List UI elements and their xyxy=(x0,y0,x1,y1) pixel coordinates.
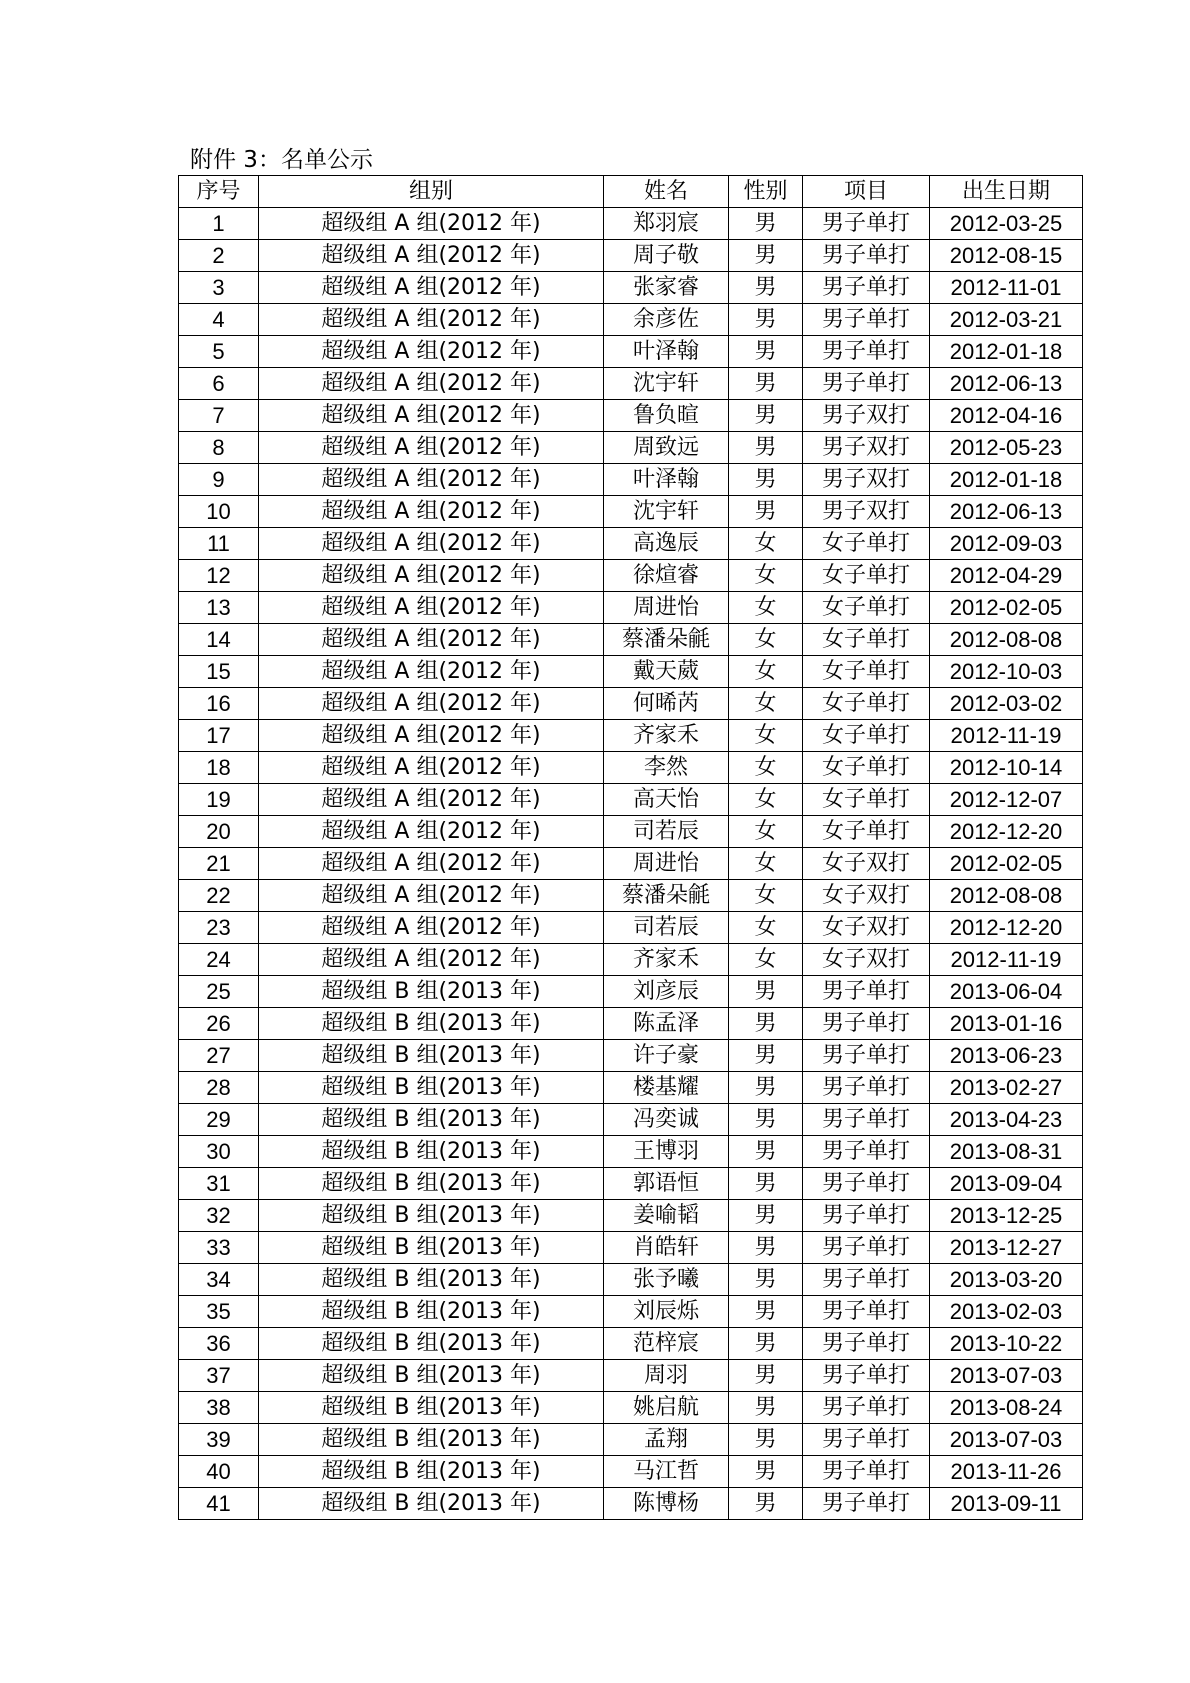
cell-birth-date: 2013-03-20 xyxy=(930,1264,1083,1296)
cell-birth-date: 2012-03-21 xyxy=(930,304,1083,336)
cell-name: 周进怡 xyxy=(604,592,729,624)
cell-birth-date: 2012-12-20 xyxy=(930,912,1083,944)
table-row xyxy=(179,1328,1083,1360)
cell-gender: 男 xyxy=(729,368,803,400)
cell-birth-date: 2012-04-29 xyxy=(930,560,1083,592)
cell-group: 超级组 A 组(2012 年) xyxy=(259,624,604,656)
cell-birth-date: 2013-11-26 xyxy=(930,1456,1083,1488)
cell-group: 超级组 B 组(2013 年) xyxy=(259,1392,604,1424)
cell-gender: 男 xyxy=(729,1328,803,1360)
cell-group: 超级组 A 组(2012 年) xyxy=(259,784,604,816)
cell-gender: 男 xyxy=(729,304,803,336)
table-row xyxy=(179,1360,1083,1392)
cell-group: 超级组 A 组(2012 年) xyxy=(259,880,604,912)
cell-event: 男子单打 xyxy=(803,1360,930,1392)
cell-name: 周进怡 xyxy=(604,848,729,880)
cell-gender: 女 xyxy=(729,560,803,592)
cell-serial-number: 33 xyxy=(179,1232,259,1264)
table-row xyxy=(179,1072,1083,1104)
table-row xyxy=(179,1392,1083,1424)
cell-birth-date: 2012-11-01 xyxy=(930,272,1083,304)
cell-group: 超级组 B 组(2013 年) xyxy=(259,1360,604,1392)
cell-group: 超级组 A 组(2012 年) xyxy=(259,208,604,240)
cell-group: 超级组 B 组(2013 年) xyxy=(259,1008,604,1040)
cell-name: 蔡潘朵毹 xyxy=(604,880,729,912)
cell-serial-number: 1 xyxy=(179,208,259,240)
cell-gender: 女 xyxy=(729,880,803,912)
cell-birth-date: 2012-05-23 xyxy=(930,432,1083,464)
cell-serial-number: 40 xyxy=(179,1456,259,1488)
cell-name: 周羽 xyxy=(604,1360,729,1392)
cell-group: 超级组 A 组(2012 年) xyxy=(259,496,604,528)
cell-birth-date: 2012-11-19 xyxy=(930,720,1083,752)
cell-name: 沈宇轩 xyxy=(604,368,729,400)
cell-serial-number: 4 xyxy=(179,304,259,336)
cell-name: 沈宇轩 xyxy=(604,496,729,528)
cell-event: 男子双打 xyxy=(803,400,930,432)
cell-gender: 男 xyxy=(729,1296,803,1328)
cell-birth-date: 2012-09-03 xyxy=(930,528,1083,560)
cell-group: 超级组 B 组(2013 年) xyxy=(259,1072,604,1104)
cell-gender: 女 xyxy=(729,656,803,688)
cell-group: 超级组 A 组(2012 年) xyxy=(259,912,604,944)
cell-birth-date: 2012-01-18 xyxy=(930,464,1083,496)
cell-group: 超级组 A 组(2012 年) xyxy=(259,560,604,592)
cell-serial-number: 26 xyxy=(179,1008,259,1040)
cell-serial-number: 9 xyxy=(179,464,259,496)
table-header-row xyxy=(179,176,1083,208)
cell-serial-number: 19 xyxy=(179,784,259,816)
cell-gender: 女 xyxy=(729,816,803,848)
cell-event: 女子单打 xyxy=(803,688,930,720)
cell-event: 女子单打 xyxy=(803,624,930,656)
cell-birth-date: 2013-01-16 xyxy=(930,1008,1083,1040)
cell-birth-date: 2013-12-27 xyxy=(930,1232,1083,1264)
cell-event: 男子双打 xyxy=(803,432,930,464)
cell-birth-date: 2012-03-25 xyxy=(930,208,1083,240)
cell-gender: 男 xyxy=(729,1008,803,1040)
cell-birth-date: 2013-06-23 xyxy=(930,1040,1083,1072)
table-row xyxy=(179,1232,1083,1264)
cell-gender: 男 xyxy=(729,400,803,432)
cell-serial-number: 12 xyxy=(179,560,259,592)
cell-name: 楼基耀 xyxy=(604,1072,729,1104)
cell-event: 男子单打 xyxy=(803,976,930,1008)
cell-gender: 女 xyxy=(729,784,803,816)
table-row xyxy=(179,400,1083,432)
cell-event: 男子双打 xyxy=(803,464,930,496)
cell-gender: 男 xyxy=(729,1136,803,1168)
cell-name: 张予曦 xyxy=(604,1264,729,1296)
table-body xyxy=(179,208,1083,1520)
cell-gender: 男 xyxy=(729,464,803,496)
cell-gender: 女 xyxy=(729,624,803,656)
cell-serial-number: 31 xyxy=(179,1168,259,1200)
cell-event: 女子双打 xyxy=(803,912,930,944)
cell-gender: 男 xyxy=(729,336,803,368)
cell-name: 郑羽宸 xyxy=(604,208,729,240)
cell-name: 孟翔 xyxy=(604,1424,729,1456)
cell-group: 超级组 B 组(2013 年) xyxy=(259,1040,604,1072)
cell-gender: 男 xyxy=(729,208,803,240)
cell-serial-number: 8 xyxy=(179,432,259,464)
cell-group: 超级组 A 组(2012 年) xyxy=(259,304,604,336)
cell-gender: 男 xyxy=(729,1040,803,1072)
cell-gender: 女 xyxy=(729,720,803,752)
cell-birth-date: 2013-09-11 xyxy=(930,1488,1083,1520)
cell-birth-date: 2012-04-16 xyxy=(930,400,1083,432)
cell-group: 超级组 A 组(2012 年) xyxy=(259,752,604,784)
table-row xyxy=(179,272,1083,304)
cell-birth-date: 2013-08-31 xyxy=(930,1136,1083,1168)
cell-name: 范梓宸 xyxy=(604,1328,729,1360)
cell-name: 许子豪 xyxy=(604,1040,729,1072)
cell-gender: 男 xyxy=(729,1168,803,1200)
cell-birth-date: 2013-07-03 xyxy=(930,1424,1083,1456)
cell-name: 司若辰 xyxy=(604,816,729,848)
cell-birth-date: 2013-02-27 xyxy=(930,1072,1083,1104)
cell-gender: 男 xyxy=(729,496,803,528)
cell-group: 超级组 B 组(2013 年) xyxy=(259,1488,604,1520)
cell-gender: 男 xyxy=(729,1072,803,1104)
cell-birth-date: 2013-06-04 xyxy=(930,976,1083,1008)
cell-name: 余彦佐 xyxy=(604,304,729,336)
cell-gender: 男 xyxy=(729,1392,803,1424)
cell-serial-number: 37 xyxy=(179,1360,259,1392)
table-row xyxy=(179,1008,1083,1040)
cell-event: 女子单打 xyxy=(803,560,930,592)
cell-gender: 男 xyxy=(729,1264,803,1296)
cell-event: 男子单打 xyxy=(803,336,930,368)
cell-group: 超级组 A 组(2012 年) xyxy=(259,944,604,976)
cell-event: 男子单打 xyxy=(803,208,930,240)
table-row xyxy=(179,1296,1083,1328)
cell-event: 男子单打 xyxy=(803,272,930,304)
cell-name: 王博羽 xyxy=(604,1136,729,1168)
header-serial-number: 序号 xyxy=(179,176,259,208)
cell-group: 超级组 A 组(2012 年) xyxy=(259,432,604,464)
table-row xyxy=(179,1168,1083,1200)
table-row xyxy=(179,496,1083,528)
cell-group: 超级组 B 组(2013 年) xyxy=(259,1168,604,1200)
cell-serial-number: 21 xyxy=(179,848,259,880)
cell-name: 冯奕诚 xyxy=(604,1104,729,1136)
cell-event: 男子单打 xyxy=(803,1296,930,1328)
cell-event: 女子单打 xyxy=(803,528,930,560)
cell-group: 超级组 B 组(2013 年) xyxy=(259,1424,604,1456)
header-birth-date: 出生日期 xyxy=(930,176,1083,208)
cell-group: 超级组 A 组(2012 年) xyxy=(259,240,604,272)
document-title: 附件 3：名单公示 xyxy=(190,147,373,173)
cell-group: 超级组 B 组(2013 年) xyxy=(259,1232,604,1264)
table-row xyxy=(179,1424,1083,1456)
cell-event: 女子单打 xyxy=(803,752,930,784)
cell-event: 男子单打 xyxy=(803,1424,930,1456)
cell-gender: 男 xyxy=(729,976,803,1008)
cell-name: 高天怡 xyxy=(604,784,729,816)
cell-serial-number: 35 xyxy=(179,1296,259,1328)
cell-gender: 女 xyxy=(729,688,803,720)
cell-gender: 男 xyxy=(729,1200,803,1232)
cell-serial-number: 18 xyxy=(179,752,259,784)
cell-gender: 男 xyxy=(729,272,803,304)
cell-gender: 女 xyxy=(729,528,803,560)
header-group: 组别 xyxy=(259,176,604,208)
cell-gender: 男 xyxy=(729,1488,803,1520)
cell-name: 姚启航 xyxy=(604,1392,729,1424)
header-gender: 性别 xyxy=(729,176,803,208)
cell-serial-number: 3 xyxy=(179,272,259,304)
roster-table xyxy=(178,175,1083,1520)
cell-birth-date: 2012-02-05 xyxy=(930,592,1083,624)
cell-birth-date: 2013-08-24 xyxy=(930,1392,1083,1424)
cell-gender: 男 xyxy=(729,240,803,272)
cell-birth-date: 2013-04-23 xyxy=(930,1104,1083,1136)
cell-gender: 男 xyxy=(729,1104,803,1136)
cell-name: 郭语恒 xyxy=(604,1168,729,1200)
cell-gender: 男 xyxy=(729,1232,803,1264)
cell-name: 姜喻韬 xyxy=(604,1200,729,1232)
table-row xyxy=(179,1488,1083,1520)
cell-gender: 女 xyxy=(729,752,803,784)
cell-group: 超级组 A 组(2012 年) xyxy=(259,848,604,880)
cell-event: 男子单打 xyxy=(803,1104,930,1136)
cell-group: 超级组 B 组(2013 年) xyxy=(259,1200,604,1232)
cell-serial-number: 17 xyxy=(179,720,259,752)
cell-event: 女子单打 xyxy=(803,784,930,816)
table-row xyxy=(179,944,1083,976)
cell-serial-number: 10 xyxy=(179,496,259,528)
table-row xyxy=(179,432,1083,464)
cell-serial-number: 11 xyxy=(179,528,259,560)
cell-name: 张家睿 xyxy=(604,272,729,304)
table-row xyxy=(179,1264,1083,1296)
table-row xyxy=(179,976,1083,1008)
cell-serial-number: 7 xyxy=(179,400,259,432)
cell-event: 男子单打 xyxy=(803,368,930,400)
cell-birth-date: 2013-07-03 xyxy=(930,1360,1083,1392)
cell-birth-date: 2012-10-14 xyxy=(930,752,1083,784)
cell-name: 李然 xyxy=(604,752,729,784)
cell-serial-number: 30 xyxy=(179,1136,259,1168)
cell-group: 超级组 B 组(2013 年) xyxy=(259,1136,604,1168)
table-row xyxy=(179,368,1083,400)
cell-gender: 女 xyxy=(729,848,803,880)
cell-gender: 男 xyxy=(729,1424,803,1456)
cell-serial-number: 29 xyxy=(179,1104,259,1136)
cell-event: 女子双打 xyxy=(803,880,930,912)
cell-serial-number: 6 xyxy=(179,368,259,400)
cell-event: 男子单打 xyxy=(803,1072,930,1104)
cell-serial-number: 2 xyxy=(179,240,259,272)
cell-name: 蔡潘朵毹 xyxy=(604,624,729,656)
cell-birth-date: 2012-12-07 xyxy=(930,784,1083,816)
header-event: 项目 xyxy=(803,176,930,208)
cell-event: 男子单打 xyxy=(803,1456,930,1488)
cell-birth-date: 2012-08-08 xyxy=(930,624,1083,656)
cell-group: 超级组 B 组(2013 年) xyxy=(259,976,604,1008)
cell-group: 超级组 B 组(2013 年) xyxy=(259,1328,604,1360)
cell-name: 司若辰 xyxy=(604,912,729,944)
cell-birth-date: 2012-03-02 xyxy=(930,688,1083,720)
cell-birth-date: 2012-01-18 xyxy=(930,336,1083,368)
cell-birth-date: 2013-12-25 xyxy=(930,1200,1083,1232)
cell-birth-date: 2012-12-20 xyxy=(930,816,1083,848)
cell-group: 超级组 B 组(2013 年) xyxy=(259,1456,604,1488)
cell-event: 男子单打 xyxy=(803,1232,930,1264)
cell-serial-number: 36 xyxy=(179,1328,259,1360)
cell-serial-number: 25 xyxy=(179,976,259,1008)
table-row xyxy=(179,656,1083,688)
cell-group: 超级组 A 组(2012 年) xyxy=(259,528,604,560)
cell-birth-date: 2013-10-22 xyxy=(930,1328,1083,1360)
cell-name: 周子敬 xyxy=(604,240,729,272)
cell-group: 超级组 A 组(2012 年) xyxy=(259,720,604,752)
cell-group: 超级组 A 组(2012 年) xyxy=(259,688,604,720)
cell-event: 男子单打 xyxy=(803,1168,930,1200)
cell-event: 女子单打 xyxy=(803,816,930,848)
cell-event: 男子单打 xyxy=(803,240,930,272)
cell-event: 女子双打 xyxy=(803,944,930,976)
cell-event: 男子双打 xyxy=(803,496,930,528)
cell-serial-number: 5 xyxy=(179,336,259,368)
cell-serial-number: 38 xyxy=(179,1392,259,1424)
cell-gender: 男 xyxy=(729,432,803,464)
table-row xyxy=(179,240,1083,272)
cell-serial-number: 13 xyxy=(179,592,259,624)
cell-serial-number: 24 xyxy=(179,944,259,976)
table-row xyxy=(179,816,1083,848)
table-row xyxy=(179,208,1083,240)
table-row xyxy=(179,560,1083,592)
cell-serial-number: 14 xyxy=(179,624,259,656)
cell-event: 男子单打 xyxy=(803,1200,930,1232)
cell-serial-number: 20 xyxy=(179,816,259,848)
cell-serial-number: 22 xyxy=(179,880,259,912)
cell-serial-number: 39 xyxy=(179,1424,259,1456)
cell-name: 叶泽翰 xyxy=(604,336,729,368)
cell-name: 刘辰烁 xyxy=(604,1296,729,1328)
cell-event: 女子单打 xyxy=(803,720,930,752)
cell-birth-date: 2012-08-08 xyxy=(930,880,1083,912)
cell-event: 女子单打 xyxy=(803,592,930,624)
cell-name: 鲁负暄 xyxy=(604,400,729,432)
table-row xyxy=(179,752,1083,784)
cell-name: 肖皓轩 xyxy=(604,1232,729,1264)
cell-event: 男子单打 xyxy=(803,1264,930,1296)
cell-gender: 男 xyxy=(729,1360,803,1392)
cell-birth-date: 2012-08-15 xyxy=(930,240,1083,272)
table-row xyxy=(179,304,1083,336)
cell-serial-number: 28 xyxy=(179,1072,259,1104)
cell-event: 男子单打 xyxy=(803,1328,930,1360)
cell-name: 陈孟泽 xyxy=(604,1008,729,1040)
table-row xyxy=(179,464,1083,496)
cell-group: 超级组 A 组(2012 年) xyxy=(259,464,604,496)
cell-group: 超级组 B 组(2013 年) xyxy=(259,1104,604,1136)
cell-birth-date: 2012-10-03 xyxy=(930,656,1083,688)
cell-group: 超级组 A 组(2012 年) xyxy=(259,336,604,368)
cell-group: 超级组 A 组(2012 年) xyxy=(259,400,604,432)
cell-serial-number: 32 xyxy=(179,1200,259,1232)
cell-group: 超级组 B 组(2013 年) xyxy=(259,1264,604,1296)
table-row xyxy=(179,1136,1083,1168)
cell-serial-number: 15 xyxy=(179,656,259,688)
cell-birth-date: 2012-02-05 xyxy=(930,848,1083,880)
cell-group: 超级组 A 组(2012 年) xyxy=(259,272,604,304)
cell-name: 徐煊睿 xyxy=(604,560,729,592)
table-row xyxy=(179,528,1083,560)
cell-birth-date: 2012-11-19 xyxy=(930,944,1083,976)
cell-name: 刘彦辰 xyxy=(604,976,729,1008)
cell-event: 男子单打 xyxy=(803,1136,930,1168)
cell-birth-date: 2013-02-03 xyxy=(930,1296,1083,1328)
cell-serial-number: 41 xyxy=(179,1488,259,1520)
table-row xyxy=(179,1040,1083,1072)
cell-group: 超级组 A 组(2012 年) xyxy=(259,816,604,848)
cell-serial-number: 27 xyxy=(179,1040,259,1072)
table-row xyxy=(179,624,1083,656)
table-row xyxy=(179,1200,1083,1232)
cell-event: 女子单打 xyxy=(803,656,930,688)
table-row xyxy=(179,1104,1083,1136)
cell-name: 齐家禾 xyxy=(604,944,729,976)
cell-name: 陈博杨 xyxy=(604,1488,729,1520)
table-row xyxy=(179,848,1083,880)
cell-gender: 女 xyxy=(729,912,803,944)
table-row xyxy=(179,784,1083,816)
cell-name: 齐家禾 xyxy=(604,720,729,752)
cell-gender: 男 xyxy=(729,1456,803,1488)
table-row xyxy=(179,1456,1083,1488)
cell-name: 高逸辰 xyxy=(604,528,729,560)
cell-group: 超级组 B 组(2013 年) xyxy=(259,1296,604,1328)
cell-group: 超级组 A 组(2012 年) xyxy=(259,592,604,624)
cell-name: 何晞芮 xyxy=(604,688,729,720)
table-row xyxy=(179,336,1083,368)
cell-event: 女子双打 xyxy=(803,848,930,880)
cell-name: 周致远 xyxy=(604,432,729,464)
table-row xyxy=(179,592,1083,624)
cell-birth-date: 2013-09-04 xyxy=(930,1168,1083,1200)
table-row xyxy=(179,720,1083,752)
cell-birth-date: 2012-06-13 xyxy=(930,368,1083,400)
cell-gender: 女 xyxy=(729,592,803,624)
cell-serial-number: 23 xyxy=(179,912,259,944)
cell-gender: 女 xyxy=(729,944,803,976)
cell-event: 男子单打 xyxy=(803,1040,930,1072)
cell-serial-number: 34 xyxy=(179,1264,259,1296)
cell-name: 戴天葳 xyxy=(604,656,729,688)
cell-name: 叶泽翰 xyxy=(604,464,729,496)
cell-group: 超级组 A 组(2012 年) xyxy=(259,368,604,400)
cell-serial-number: 16 xyxy=(179,688,259,720)
cell-event: 男子单打 xyxy=(803,1488,930,1520)
cell-name: 马江哲 xyxy=(604,1456,729,1488)
table-row xyxy=(179,880,1083,912)
table-row xyxy=(179,912,1083,944)
table-row xyxy=(179,688,1083,720)
header-name: 姓名 xyxy=(604,176,729,208)
cell-event: 男子单打 xyxy=(803,1392,930,1424)
cell-event: 男子单打 xyxy=(803,304,930,336)
cell-event: 男子单打 xyxy=(803,1008,930,1040)
cell-group: 超级组 A 组(2012 年) xyxy=(259,656,604,688)
cell-birth-date: 2012-06-13 xyxy=(930,496,1083,528)
